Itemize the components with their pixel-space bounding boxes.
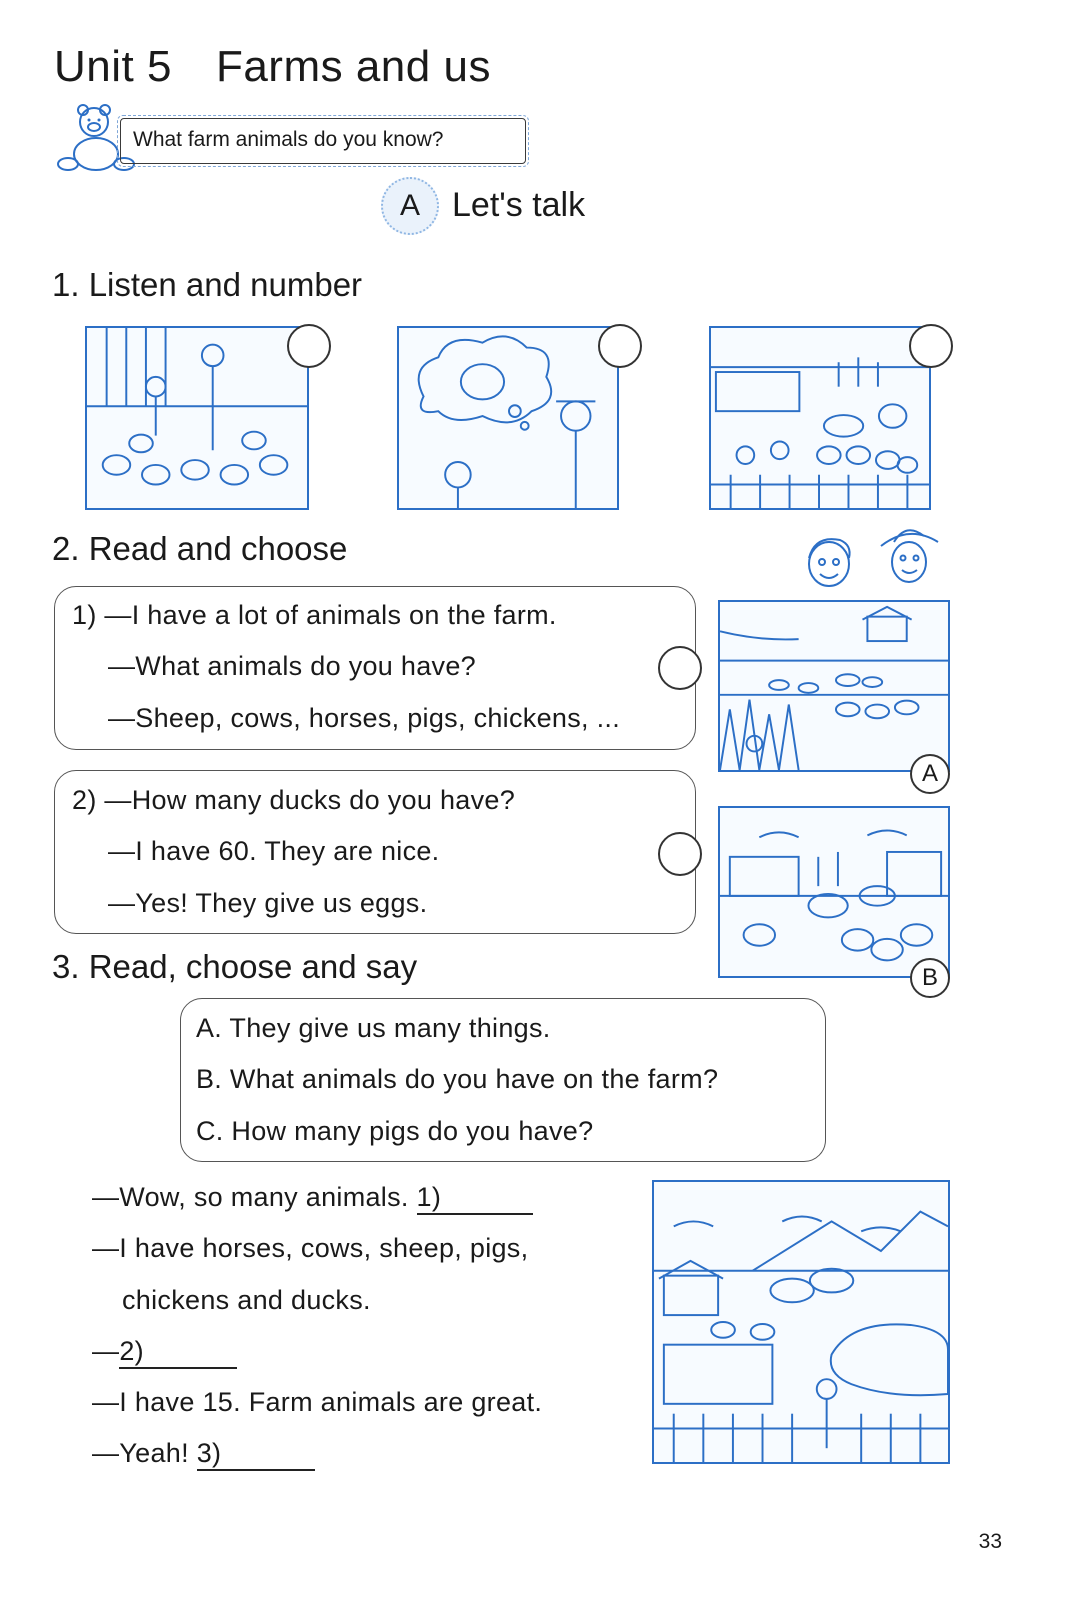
picture-thinking-chicken [397, 326, 619, 510]
ex3-line5: —I have 15. Farm animals are great. [92, 1387, 543, 1417]
picture-big-farm [652, 1180, 950, 1464]
blank-3-label: 3) [196, 1438, 222, 1468]
exercise2-heading: 2. Read and choose [52, 530, 348, 567]
number-circle-2[interactable] [598, 324, 642, 368]
option-c: C. How many pigs do you have? [196, 1116, 594, 1146]
dialog1-line3: —Sheep, cows, horses, pigs, chickens, ... [108, 703, 621, 733]
boy-face-icon [800, 530, 858, 590]
picture-label-a: A [910, 754, 950, 794]
blank-1-label: 1) [416, 1182, 442, 1212]
section-badge: A [381, 177, 439, 235]
dialog1-line2: —What animals do you have? [108, 651, 476, 681]
section-title: Let's talk [452, 186, 586, 224]
number-circle-1[interactable] [287, 324, 331, 368]
answer-circle-dialog2[interactable] [658, 832, 702, 876]
ex3-line2: —I have horses, cows, sheep, pigs, [92, 1233, 529, 1263]
farmer-face-icon [876, 522, 942, 588]
unit-label: Unit 5 [54, 42, 172, 91]
ex3-line6-text: —Yeah! [92, 1438, 189, 1468]
answer-blank-3[interactable] [197, 1438, 315, 1471]
option-b: B. What animals do you have on the farm? [196, 1064, 719, 1094]
question-box [120, 118, 526, 164]
ex3-line1-text: —Wow, so many animals. [92, 1182, 409, 1212]
page-number: 33 [978, 1530, 1002, 1553]
picture-animal-farm [718, 806, 950, 978]
ex3-line4-dash: — [92, 1336, 120, 1366]
unit-title [54, 42, 491, 92]
blank-2-label: 2) [119, 1336, 144, 1366]
answer-blank-2[interactable] [119, 1336, 237, 1369]
question-text: What farm animals do you know? [133, 128, 444, 151]
option-a: A. They give us many things. [196, 1013, 551, 1043]
picture-duck-pond [718, 600, 950, 772]
ex3-line3: chickens and ducks. [122, 1285, 371, 1315]
picture-farm-field [709, 326, 931, 510]
unit-name: Farms and us [215, 42, 491, 91]
dialog2-line3: —Yes! They give us eggs. [108, 888, 428, 918]
number-circle-3[interactable] [909, 324, 953, 368]
picture-barn-chickens [85, 326, 309, 510]
exercise3-heading: 3. Read, choose and say [52, 948, 418, 985]
answer-blank-1[interactable] [417, 1182, 533, 1215]
ex3-line4 [92, 1336, 237, 1369]
dialog2-line2: —I have 60. They are nice. [108, 836, 440, 866]
ex3-line6 [92, 1438, 315, 1471]
dialog2-line1: 2) —How many ducks do you have? [72, 785, 516, 815]
ex3-line1 [92, 1182, 533, 1215]
dialog1-line1: 1) —I have a lot of animals on the farm. [72, 600, 557, 630]
answer-circle-dialog1[interactable] [658, 646, 702, 690]
exercise1-heading: 1. Listen and number [52, 266, 363, 303]
picture-label-b: B [910, 958, 950, 998]
